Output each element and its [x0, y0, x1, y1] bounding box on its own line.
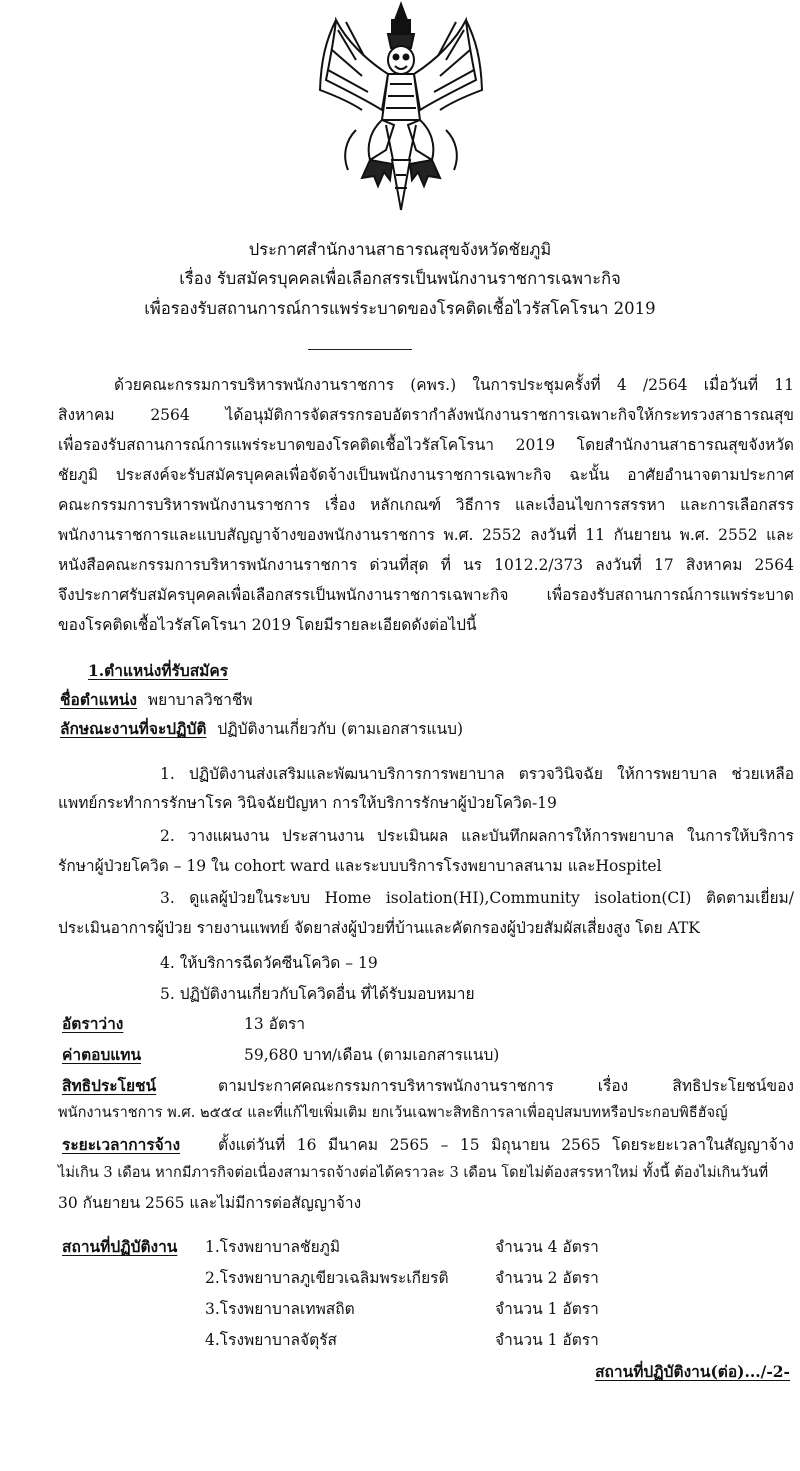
workplace-name: 3.โรงพยาบาลเทพสถิต — [205, 1300, 355, 1318]
announcement-subject: เรื่อง รับสมัครบุคคลเพื่อเลือกสรรเป็นพนักงานราชการเฉพาะกิจ — [179, 269, 621, 288]
announcement-subject-purpose: เพื่อรองรับสถานการณ์การแพร่ระบาดของโรคติดเชื้อไวรัสโคโรนา 2019 — [144, 299, 656, 318]
duty-item: รักษาผู้ป่วยโควิด – 19 ใน cohort ward และระบบบริการโรงพยาบาลสนาม และHospitel — [58, 857, 662, 875]
vacancy-value: 13 อัตรา — [244, 1015, 306, 1033]
workplace-count: จำนวน 4 อัตรา — [495, 1238, 599, 1256]
benefit-label: สิทธิประโยชน์ — [62, 1076, 157, 1095]
header-divider — [308, 349, 412, 350]
intro-line: คณะกรรมการบริหารพนักงานราชการ เรื่อง หลักเกณฑ์ วิธีการ และเงื่อนไขการสรรหา และการเลือกสรร — [58, 496, 794, 514]
salary-label: ค่าตอบแทน — [62, 1045, 142, 1064]
position-value: พยาบาลวิชาชีพ — [147, 691, 253, 709]
duty-label: ลักษณะงานที่จะปฏิบัติ — [60, 719, 207, 738]
workplace-count: จำนวน 2 อัตรา — [495, 1269, 599, 1287]
salary-value: 59,680 บาท/เดือน (ตามเอกสารแนบ) — [244, 1046, 500, 1064]
vacancy-label: อัตราว่าง — [62, 1014, 124, 1033]
intro-line: หนังสือคณะกรรมการบริหารพนักงานราชการ ด่วนที่สุด ที่ นร 1012.2/373 ลงวันที่ 17 สิงหาคม 2564 — [58, 556, 794, 574]
continued-next-page: สถานที่ปฏิบัติงาน(ต่อ).../-2- — [595, 1362, 790, 1381]
position-label: ชื่อตำแหน่ง — [60, 690, 137, 709]
intro-line: ด้วยคณะกรรมการบริหารพนักงานราชการ (คพร.) ในการประชุมครั้งที่ 4 /2564 เมื่อวันที่ 11 — [114, 376, 794, 394]
duty-item: 2. วางแผนงาน ประสานงาน ประเมินผล และบันทึกผลการให้การพยาบาล ในการให้บริการ — [160, 827, 794, 845]
workplace-count: จำนวน 1 อัตรา — [495, 1300, 599, 1318]
duty-item: 5. ปฏิบัติงานเกี่ยวกับโควิดอื่น ที่ได้รับมอบหมาย — [160, 985, 475, 1003]
workplace-name: 2.โรงพยาบาลภูเขียวเฉลิมพระเกียรติ — [205, 1269, 449, 1287]
intro-line: ของโรคติดเชื้อไวรัสโคโรนา 2019 โดยมีรายละเอียดดังต่อไปนี้ — [58, 616, 477, 634]
duty-item: 3. ดูแลผู้ป่วยในระบบ Home isolation(HI),Community isolation(CI) ติดตามเยี่ยม/ — [160, 889, 794, 907]
benefit-line: พนักงานราชการ พ.ศ. ๒๕๕๔ และที่แก้ไขเพิ่มเติม ยกเว้นเฉพาะสิทธิการลาเพื่ออุปสมบทหรือประกอบพิธีฮัจญ์ — [58, 1104, 728, 1121]
period-line: ตั้งแต่วันที่ 16 มีนาคม 2565 – 15 มิถุนายน 2565 โดยระยะเวลาในสัญญาจ้าง — [218, 1136, 794, 1154]
section-1-title: 1.ตำแหน่งที่รับสมัคร — [88, 661, 229, 680]
intro-line: สิงหาคม 2564 ได้อนุมัติการจัดสรรกรอบอัตรากำลังพนักงานราชการเฉพาะกิจให้กระทรวงสาธารณสุข — [58, 406, 794, 424]
period-line: 30 กันยายน 2565 และไม่มีการต่อสัญญาจ้าง — [58, 1194, 362, 1212]
intro-line: เพื่อรองรับสถานการณ์การแพร่ระบาดของโรคติดเชื้อไวรัสโคโรนา 2019 โดยสำนักงานสาธารณสุขจังหวัด — [58, 436, 794, 454]
garuda-emblem-icon — [316, 0, 486, 215]
benefit-line: ตามประกาศคณะกรรมการบริหารพนักงานราชการ เรื่อง สิทธิประโยชน์ของ — [218, 1077, 794, 1095]
workplace-count: จำนวน 1 อัตรา — [495, 1331, 599, 1349]
workplace-name: 4.โรงพยาบาลจัตุรัส — [205, 1331, 337, 1349]
period-label: ระยะเวลาการจ้าง — [62, 1135, 181, 1154]
position-row — [60, 690, 253, 710]
workplace-label: สถานที่ปฏิบัติงาน — [62, 1237, 178, 1256]
intro-line: พนักงานราชการและแบบสัญญาจ้างของพนักงานราชการ พ.ศ. 2552 ลงวันที่ 11 กันยายน พ.ศ. 2552 และ — [58, 526, 794, 544]
intro-line: จึงประกาศรับสมัครบุคคลเพื่อเลือกสรรเป็นพนักงานราชการเฉพาะกิจ เพื่อรองรับสถานการณ์การแพร่ระบาด — [58, 586, 794, 604]
period-line: ไม่เกิน 3 เดือน หากมีภารกิจต่อเนื่องสามารถจ้างต่อได้คราวละ 3 เดือน โดยไม่ต้องสรรหาใหม่ ทั้งนี้ ต้องไม่เกินวันที่ — [58, 1164, 769, 1181]
duty-item: ประเมินอาการผู้ป่วย รายงานแพทย์ จัดยาส่งผู้ป่วยที่บ้านและคัดกรองผู้ป่วยสัมผัสเสี่ยงสูง โดย ATK — [58, 919, 700, 937]
duty-item: 4. ให้บริการฉีดวัคซีนโควิด – 19 — [160, 954, 378, 972]
duty-value: ปฏิบัติงานเกี่ยวกับ (ตามเอกสารแนบ) — [217, 720, 464, 738]
workplace-name: 1.โรงพยาบาลชัยภูมิ — [205, 1238, 341, 1256]
intro-line: ชัยภูมิ ประสงค์จะรับสมัครบุคคลเพื่อจัดจ้างเป็นพนักงานราชการเฉพาะกิจ ฉะนั้น อาศัยอำนาจตามประกาศ — [58, 466, 794, 484]
duty-row — [60, 719, 463, 739]
announcement-issuer: ประกาศสำนักงานสาธารณสุขจังหวัดชัยภูมิ — [248, 240, 552, 259]
duty-item: 1. ปฏิบัติงานส่งเสริมและพัฒนาบริการการพยาบาล ตรวจวินิจฉัย ให้การพยาบาล ช่วยเหลือ — [160, 765, 794, 783]
duty-item: แพทย์กระทำการรักษาโรค วินิจฉัยปัญหา การให้บริการรักษาผู้ป่วยโควิด-19 — [58, 794, 557, 812]
